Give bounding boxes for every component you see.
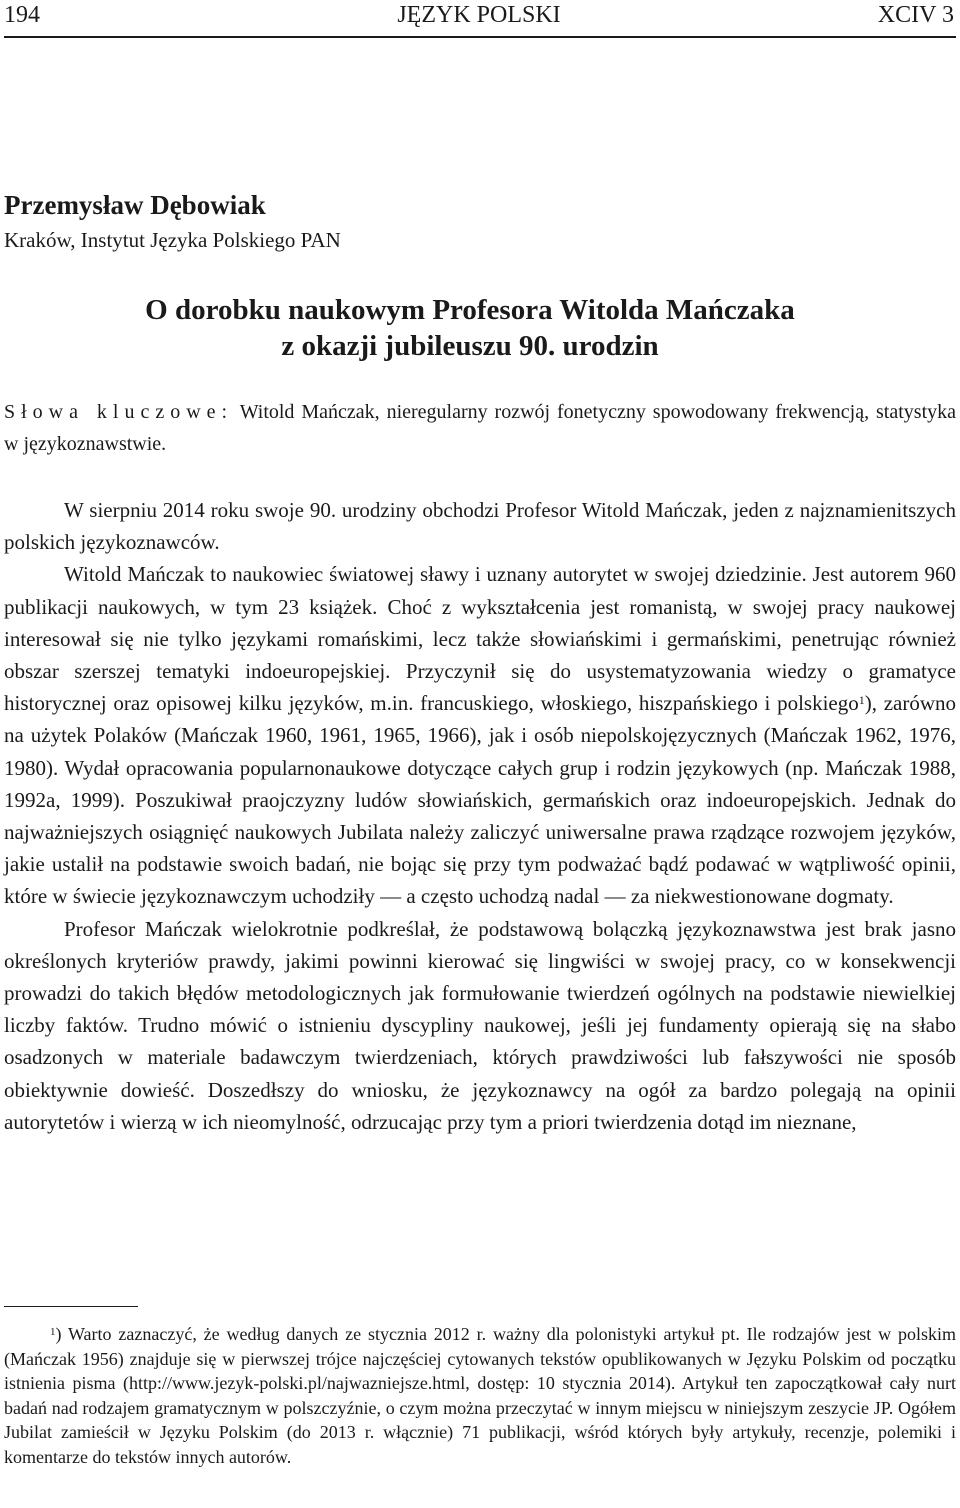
article-title-line-1: O dorobku naukowym Profesora Witolda Mańczaka: [145, 294, 795, 326]
footnotes: [4, 1322, 956, 1470]
journal-title: JĘZYK POLSKI: [397, 2, 561, 28]
header-divider: [4, 36, 956, 38]
article-title-line-2: z okazji jubileuszu 90. urodzin: [281, 330, 659, 362]
body-paragraph-2: [4, 558, 956, 912]
page-number: 194: [4, 2, 40, 28]
footnote-marker: 1: [50, 1326, 56, 1338]
volume-issue: XCIV 3: [877, 2, 954, 28]
article-body: [4, 494, 956, 1138]
body-paragraph-3: Profesor Mańczak wielokrotnie podkreślał, że podstawową bolączką językoznawstwa jest brak jasno określonych kryteriów prawdy, jakimi powinni kierować się lingwiści w swojej pracy, co w konsekwencji prowadzi do takich błędów metodologicznych jak formułowanie twierdzeń ogólnych na podstawie niewielkiej liczby faktów. Trudno mówić o istnieniu dyscypliny naukowej, jeśli jej fundamenty opierają się na słabo osadzonych w materiale badawczym twierdzeniach, których prawdziwości lub fałszywości nie sposób obiektywnie dowieść. Doszedłszy do wniosku, że językoznawcy na ogół za bardzo polegają na opinii autorytetów i wierzą w ich nieomylność, odrzucając przy tym a priori twierdzenia dotąd im nieznane,: [4, 916, 956, 1134]
body-paragraph-2-part-a: Witold Mańczak to naukowiec światowej sławy i uznany autorytet w swojej dziedzinie. Jest autorem 960 publikacji naukowych, w tym 23 książek. Choć z wykształcenia jest romanistą, w swojej pracy naukowej interesował się nie tylko językami romańskimi, lecz także słowiańskimi i germańskimi, penetrując również obszar szerszej tematyki indoeuropejskiej. Przyczynił się do usystematyzowania wiedzy o gramatyce historycznej oraz opisowej kilku języków, m.in. francuskiego, włoskiego, hiszpańskiego i polskiego: [4, 562, 956, 716]
running-header: [4, 0, 954, 36]
body-paragraph-1: W sierpniu 2014 roku swoje 90. urodziny obchodzi Profesor Witold Mańczak, jeden z najznamienitszych polskich językoznawców.: [4, 498, 956, 555]
footnote-divider: [4, 1306, 138, 1307]
keywords: [4, 396, 956, 460]
keywords-label: Słowa kluczowe:: [4, 401, 234, 423]
footnote-reference: 1: [858, 693, 865, 708]
author-name: Przemysław Dębowiak: [4, 190, 266, 220]
article-title: [100, 292, 840, 364]
body-paragraph-2-part-b: ), zarówno na użytek Polaków (Mańczak 1960, 1961, 1965, 1966), jak i osób niepolskojęzycznych (Mańczak 1962, 1976, 1980). Wydał opracowania popularnonaukowe dotyczące całych grup i rodzin językowych (np. Mańczak 1988, 1992a, 1999). Poszukiwał praojczyzny ludów słowiańskich, germańskich oraz indoeuropejskich. Jednak do najważniejszych osiągnięć naukowych Jubilata należy zaliczyć uniwersalne prawa rządzące rozwojem języków, jakie ustalił na podstawie swoich badań, nie bojąc się przy tym podważać bądź podawać w wątpliwość opinii, które w świecie językoznawczym uchodziły — a często uchodzą nadal — za niekwestionowane dogmaty.: [4, 691, 956, 909]
footnote-1: [4, 1322, 956, 1470]
keywords-text: Witold Mańczak, nieregularny rozwój fonetyczny spowodowany frekwencją, statystyka w językoznawstwie.: [4, 401, 957, 455]
footnote-text: ) Warto zaznaczyć, że według danych ze stycznia 2012 r. ważny dla polonistyki artykuł pt. Ile rodzajów jest w polskim (Mańczak 1956) znajduje się w pierwszej trójce najczęściej cytowanych tekstów opublikowanych w Języku Polskim od początku istnienia pisma (http://www.jezyk-polski.pl/najwazniejsze.html, dostęp: 10 stycznia 2014). Artykuł ten zapoczątkował cały nurt badań nad rodzajem gramatycznym w polszczyźnie, o czym można przeczytać w innym miejscu w niniejszym zeszycie JP. Ogółem Jubilat zamieścił w Języku Polskim (do 2013 r. włącznie) 71 publikacji, wśród których były artykuły, recenzje, polemiki i komentarze do tekstów innych autorów.: [4, 1324, 956, 1467]
author-affiliation: Kraków, Instytut Języka Polskiego PAN: [4, 228, 341, 252]
